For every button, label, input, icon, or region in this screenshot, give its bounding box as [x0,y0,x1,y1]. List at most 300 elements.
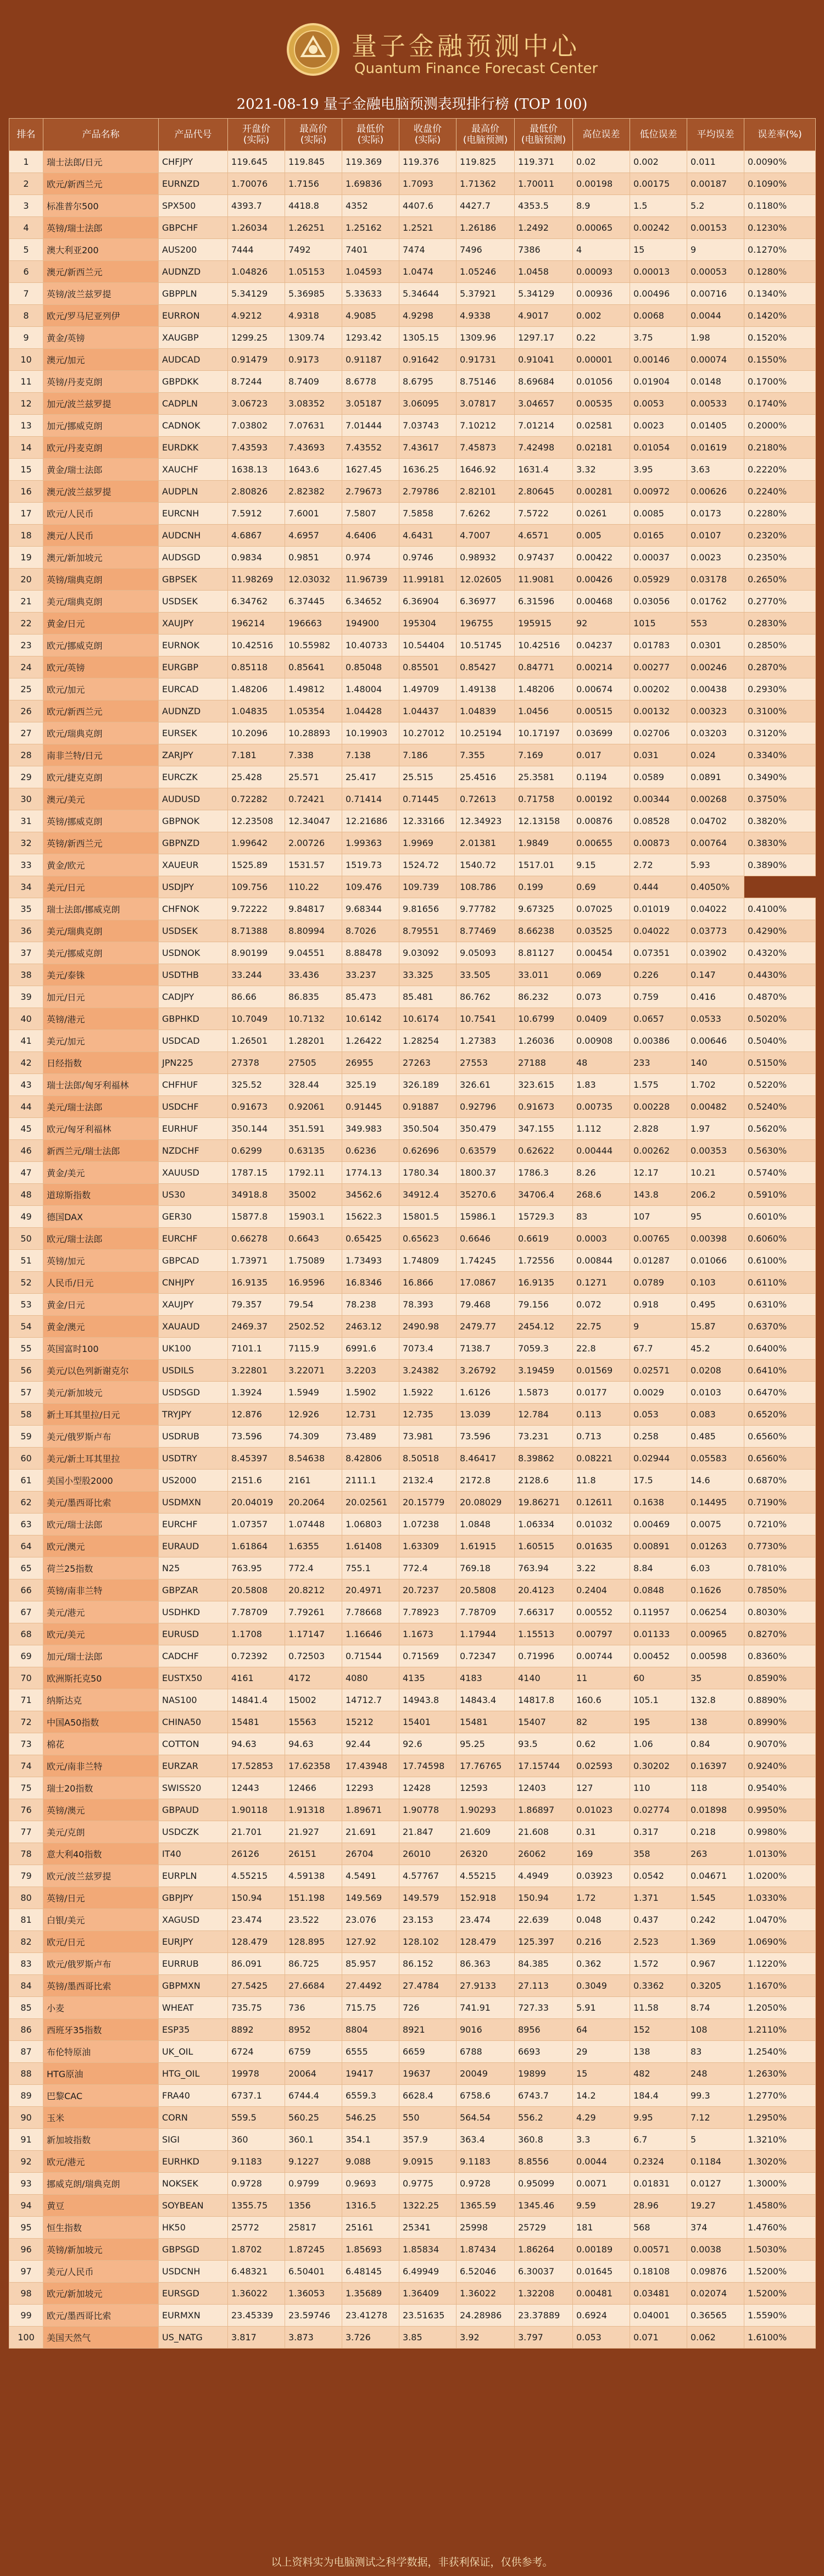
product-code-cell: USDSEK [159,591,228,613]
high-price-cell: 23.59746 [285,2305,342,2327]
table-row [9,1140,816,1162]
avg-error-cell: 0.0107 [687,525,744,547]
low-price-cell: 85.473 [342,986,399,1008]
avg-error-cell: 0.01762 [687,591,744,613]
product-name-cell: 美元/泰铢 [43,964,159,986]
low-error-cell: 3.95 [630,459,687,481]
low-price-cell: 325.19 [342,1074,399,1096]
table-row [9,283,816,305]
error-rate-cell: 0.2650% [744,569,816,591]
predicted-low-cell: 1786.3 [515,1162,573,1184]
low-error-cell: 184.4 [630,2085,687,2107]
high-error-cell: 0.00535 [573,393,630,415]
predicted-high-cell: 8.77469 [456,920,515,942]
rank-cell: 8 [9,305,43,327]
high-error-cell: 29 [573,2041,630,2063]
high-error-cell: 268.6 [573,1184,630,1206]
error-rate-cell: 0.5240% [744,1096,816,1118]
close-price-cell: 0.71445 [399,788,456,810]
low-error-cell: 67.7 [630,1338,687,1360]
column-header-sublabel: (实际) [414,135,441,146]
low-price-cell: 7401 [342,239,399,261]
product-code-cell: XAUCHF [159,459,228,481]
avg-error-cell: 3.63 [687,459,744,481]
rank-cell: 47 [9,1162,43,1184]
high-price-cell: 1.05354 [285,700,342,722]
quantum-logo-icon [286,22,341,77]
high-error-cell: 1.83 [573,1074,630,1096]
low-price-cell: 15622.3 [342,1206,399,1228]
high-price-cell: 2.00726 [285,832,342,854]
low-price-cell: 14712.7 [342,1689,399,1711]
high-price-cell: 15002 [285,1689,342,1711]
rank-cell: 22 [9,613,43,635]
product-name-cell: 人民币/日元 [43,1272,159,1294]
close-price-cell: 27263 [399,1052,456,1074]
high-price-cell: 1.87245 [285,2239,342,2261]
rank-cell: 49 [9,1206,43,1228]
close-price-cell: 3.24382 [399,1360,456,1382]
close-price-cell: 1.36409 [399,2283,456,2305]
high-price-cell: 12.34047 [285,810,342,832]
rank-cell: 88 [9,2063,43,2085]
high-price-cell: 119.845 [285,151,342,173]
avg-error-cell: 0.00438 [687,678,744,700]
low-price-cell: 1293.42 [342,327,399,349]
predicted-low-cell: 0.199 [515,876,573,898]
predicted-high-cell: 10.25194 [456,722,515,744]
open-price-cell: 1.90118 [228,1799,285,1821]
predicted-low-cell: 1.70011 [515,173,573,195]
high-error-cell: 0.02 [573,151,630,173]
column-header [228,119,285,151]
rank-cell: 84 [9,1975,43,1997]
table-row [9,1492,816,1514]
open-price-cell: 128.479 [228,1931,285,1953]
avg-error-cell: 5.2 [687,195,744,217]
avg-error-cell: 5.93 [687,854,744,876]
product-code-cell: EURRUB [159,1953,228,1975]
low-price-cell: 12.731 [342,1404,399,1426]
low-error-cell: 0.0053 [630,393,687,415]
error-rate-cell: 0.4100% [744,898,816,920]
avg-error-cell: 0.0023 [687,547,744,569]
product-name-cell: 澳大利亚200 [43,239,159,261]
product-name-cell: 瑞士法郎/匈牙利福林 [43,1074,159,1096]
low-price-cell: 26955 [342,1052,399,1074]
open-price-cell: 23.45339 [228,2305,285,2327]
predicted-high-cell: 25998 [456,2217,515,2239]
high-price-cell: 560.25 [285,2107,342,2129]
high-error-cell: 0.02181 [573,437,630,459]
high-price-cell: 1.05153 [285,261,342,283]
high-price-cell: 4.9318 [285,305,342,327]
high-error-cell: 0.00908 [573,1030,630,1052]
low-error-cell: 0.00571 [630,2239,687,2261]
predicted-low-cell: 1.0458 [515,261,573,283]
rank-cell: 67 [9,1601,43,1623]
rank-cell: 20 [9,569,43,591]
low-error-cell: 0.02774 [630,1799,687,1821]
rank-cell: 26 [9,700,43,722]
high-error-cell: 0.713 [573,1426,630,1448]
product-code-cell: GBPHKD [159,1008,228,1030]
high-price-cell: 4.59138 [285,1865,342,1887]
table-row [9,1096,816,1118]
error-rate-cell: 0.5020% [744,1008,816,1030]
low-error-cell: 0.00132 [630,700,687,722]
low-error-cell: 0.02944 [630,1448,687,1470]
ranking-table [9,118,816,2349]
close-price-cell: 9.81656 [399,898,456,920]
error-rate-cell: 0.3830% [744,832,816,854]
product-name-cell: 欧元/罗马尼亚列伊 [43,305,159,327]
high-price-cell: 86.725 [285,1953,342,1975]
high-error-cell: 0.216 [573,1931,630,1953]
low-price-cell: 12293 [342,1777,399,1799]
low-price-cell: 1519.73 [342,854,399,876]
low-price-cell: 34562.6 [342,1184,399,1206]
low-price-cell: 0.65425 [342,1228,399,1250]
high-price-cell: 128.895 [285,1931,342,1953]
error-rate-cell: 1.2630% [744,2063,816,2085]
avg-error-cell: 0.00246 [687,656,744,678]
predicted-high-cell: 5.37921 [456,283,515,305]
product-code-cell: FRA40 [159,2085,228,2107]
table-row [9,2019,816,2041]
product-name-cell: 澳元/波兰兹罗提 [43,481,159,503]
low-error-cell: 17.5 [630,1470,687,1492]
predicted-low-cell: 3.797 [515,2327,573,2349]
product-name-cell: 美元/人民币 [43,2261,159,2283]
product-name-cell: 美元/以色列新谢克尔 [43,1360,159,1382]
predicted-high-cell: 27553 [456,1052,515,1074]
product-name-cell: 欧元/匈牙利福林 [43,1118,159,1140]
table-row [9,964,816,986]
high-price-cell: 15903.1 [285,1206,342,1228]
high-error-cell: 0.02581 [573,415,630,437]
product-code-cell: USDTHB [159,964,228,986]
high-error-cell: 127 [573,1777,630,1799]
high-error-cell: 181 [573,2217,630,2239]
error-rate-cell: 1.2110% [744,2019,816,2041]
avg-error-cell: 0.0173 [687,503,744,525]
close-price-cell: 1.07238 [399,1514,456,1535]
low-price-cell: 9.68344 [342,898,399,920]
predicted-high-cell: 1.71362 [456,173,515,195]
error-rate-cell: 0.0090% [744,151,816,173]
low-price-cell: 4.9085 [342,305,399,327]
low-price-cell: 8.6778 [342,371,399,393]
avg-error-cell: 0.02074 [687,2283,744,2305]
low-price-cell: 23.41278 [342,2305,399,2327]
low-error-cell: 0.00277 [630,656,687,678]
predicted-high-cell: 0.92796 [456,1096,515,1118]
product-name-cell: 英镑/丹麦克朗 [43,371,159,393]
avg-error-cell: 0.00646 [687,1030,744,1052]
predicted-high-cell: 128.479 [456,1931,515,1953]
open-price-cell: 25772 [228,2217,285,2239]
product-name-cell: 美元/瑞典克朗 [43,920,159,942]
predicted-low-cell: 0.97437 [515,547,573,569]
high-price-cell: 26151 [285,1843,342,1865]
predicted-low-cell: 0.6619 [515,1228,573,1250]
table-row [9,1206,816,1228]
high-error-cell: 0.00481 [573,2283,630,2305]
table-row [9,591,816,613]
predicted-high-cell: 24.28986 [456,2305,515,2327]
avg-error-cell: 553 [687,613,744,635]
high-error-cell: 0.2404 [573,1579,630,1601]
rank-cell: 85 [9,1997,43,2019]
predicted-low-cell: 79.156 [515,1294,573,1316]
column-header-label: 低位误差 [639,129,677,140]
high-error-cell: 0.00674 [573,678,630,700]
close-price-cell: 8.79551 [399,920,456,942]
error-rate-cell: 0.6060% [744,1228,816,1250]
product-name-cell: 美国天然气 [43,2327,159,2349]
high-price-cell: 15563 [285,1711,342,1733]
avg-error-cell: 0.01405 [687,415,744,437]
close-price-cell: 2490.98 [399,1316,456,1338]
predicted-low-cell: 0.71996 [515,1645,573,1667]
predicted-low-cell: 23.37889 [515,2305,573,2327]
low-price-cell: 1.26422 [342,1030,399,1052]
predicted-high-cell: 7.45873 [456,437,515,459]
product-code-cell: EURCHF [159,1514,228,1535]
open-price-cell: 0.6299 [228,1140,285,1162]
product-code-cell: EURJPY [159,1931,228,1953]
predicted-high-cell: 10.51745 [456,635,515,656]
column-header [159,119,228,151]
open-price-cell: 0.9834 [228,547,285,569]
low-price-cell: 119.369 [342,151,399,173]
error-rate-cell: 0.5630% [744,1140,816,1162]
product-name-cell: 美元/瑞典克朗 [43,591,159,613]
low-error-cell: 0.3362 [630,1975,687,1997]
predicted-low-cell: 20.4123 [515,1579,573,1601]
open-price-cell: 4.55215 [228,1865,285,1887]
predicted-high-cell: 9.1183 [456,2151,515,2173]
high-error-cell: 0.00515 [573,700,630,722]
low-price-cell: 1.69836 [342,173,399,195]
avg-error-cell: 0.03902 [687,942,744,964]
error-rate-cell: 0.6470% [744,1382,816,1404]
close-price-cell: 3.85 [399,2327,456,2349]
predicted-high-cell: 15481 [456,1711,515,1733]
high-price-cell: 7.43693 [285,437,342,459]
avg-error-cell: 0.00716 [687,283,744,305]
table-row [9,2063,816,2085]
low-price-cell: 3.2203 [342,1360,399,1382]
product-code-cell: CHINA50 [159,1711,228,1733]
close-price-cell: 5.34644 [399,283,456,305]
table-row [9,1316,816,1338]
column-header [744,119,816,151]
low-price-cell: 3.726 [342,2327,399,2349]
low-error-cell: 0.1638 [630,1492,687,1514]
error-rate-cell: 0.6110% [744,1272,816,1294]
product-code-cell: CHFHUF [159,1074,228,1096]
predicted-high-cell: 7496 [456,239,515,261]
predicted-high-cell: 1.90293 [456,1799,515,1821]
predicted-high-cell: 8.46417 [456,1448,515,1470]
high-price-cell: 351.591 [285,1118,342,1140]
product-code-cell: USDCNH [159,2261,228,2283]
product-name-cell: 英国富时100 [43,1338,159,1360]
open-price-cell: 1.36022 [228,2283,285,2305]
high-error-cell: 0.00214 [573,656,630,678]
product-code-cell: CADNOK [159,415,228,437]
open-price-cell: 350.144 [228,1118,285,1140]
close-price-cell: 4.57767 [399,1865,456,1887]
close-price-cell: 10.54404 [399,635,456,656]
predicted-high-cell: 108.786 [456,876,515,898]
low-price-cell: 1.99363 [342,832,399,854]
low-price-cell: 27.4492 [342,1975,399,1997]
error-rate-cell: 1.0470% [744,1909,816,1931]
low-price-cell: 0.6236 [342,1140,399,1162]
product-code-cell: USDTRY [159,1448,228,1470]
high-price-cell: 1531.57 [285,854,342,876]
rank-cell: 14 [9,437,43,459]
high-error-cell: 14.2 [573,2085,630,2107]
table-row [9,393,816,415]
predicted-low-cell: 6743.7 [515,2085,573,2107]
table-row [9,1843,816,1865]
high-error-cell: 48 [573,1052,630,1074]
low-price-cell: 149.569 [342,1887,399,1909]
high-error-cell: 0.00422 [573,547,630,569]
low-price-cell: 546.25 [342,2107,399,2129]
product-name-cell: 白银/美元 [43,1909,159,1931]
close-price-cell: 1.63309 [399,1535,456,1557]
table-row [9,1887,816,1909]
error-rate-cell: 0.6560% [744,1426,816,1448]
table-row [9,1118,816,1140]
low-price-cell: 7.78668 [342,1601,399,1623]
predicted-low-cell: 84.385 [515,1953,573,1975]
high-price-cell: 20.2064 [285,1492,342,1514]
avg-error-cell: 0.04702 [687,810,744,832]
open-price-cell: 4.9212 [228,305,285,327]
rank-cell: 40 [9,1008,43,1030]
product-name-cell: 欧元/新西兰元 [43,700,159,722]
avg-error-cell: 0.0148 [687,371,744,393]
avg-error-cell: 0.0075 [687,1514,744,1535]
low-error-cell: 2.72 [630,854,687,876]
table-row [9,2041,816,2063]
avg-error-cell: 0.0127 [687,2173,744,2195]
predicted-low-cell: 1.60515 [515,1535,573,1557]
predicted-low-cell: 73.231 [515,1426,573,1448]
high-error-cell: 0.002 [573,305,630,327]
high-error-cell: 0.00655 [573,832,630,854]
close-price-cell: 128.102 [399,1931,456,1953]
error-rate-cell: 0.6010% [744,1206,816,1228]
predicted-high-cell: 4427.7 [456,195,515,217]
column-header-label: 最低价 [357,124,385,135]
open-price-cell: 0.66278 [228,1228,285,1250]
open-price-cell: 150.94 [228,1887,285,1909]
avg-error-cell: 0.00764 [687,832,744,854]
avg-error-cell: 0.011 [687,151,744,173]
close-price-cell: 19637 [399,2063,456,2085]
open-price-cell: 109.756 [228,876,285,898]
high-price-cell: 7.338 [285,744,342,766]
open-price-cell: 1355.75 [228,2195,285,2217]
disclaimer-footer: 以上资料实为电脑测试之科学数据，非获利保证，仅供参考。 [9,2552,815,2572]
rank-cell: 54 [9,1316,43,1338]
high-price-cell: 20064 [285,2063,342,2085]
product-name-cell: 英镑/波兰兹罗提 [43,283,159,305]
close-price-cell: 195304 [399,613,456,635]
column-header-sublabel: (电脑预测) [463,135,508,146]
table-row [9,239,816,261]
avg-error-cell: 0.01619 [687,437,744,459]
high-price-cell: 1.36053 [285,2283,342,2305]
predicted-high-cell: 4183 [456,1667,515,1689]
high-price-cell: 74.309 [285,1426,342,1448]
high-error-cell: 0.3049 [573,1975,630,1997]
low-price-cell: 9.088 [342,2151,399,2173]
error-rate-cell: 0.7850% [744,1579,816,1601]
high-price-cell: 5.36985 [285,283,342,305]
table-row [9,1470,816,1492]
avg-error-cell: 99.3 [687,2085,744,2107]
product-code-cell: AUS200 [159,239,228,261]
low-error-cell: 138 [630,2041,687,2063]
predicted-high-cell: 6788 [456,2041,515,2063]
high-error-cell: 0.0177 [573,1382,630,1404]
high-price-cell: 25.571 [285,766,342,788]
high-error-cell: 0.00065 [573,217,630,239]
high-price-cell: 4172 [285,1667,342,1689]
table-row [9,1755,816,1777]
open-price-cell: 73.596 [228,1426,285,1448]
high-error-cell: 0.1271 [573,1272,630,1294]
low-error-cell: 0.00496 [630,283,687,305]
table-row [9,1997,816,2019]
predicted-low-cell: 727.33 [515,1997,573,2019]
low-error-cell: 0.01904 [630,371,687,393]
error-rate-cell: 1.4760% [744,2217,816,2239]
product-name-cell: 南非兰特/日元 [43,744,159,766]
low-error-cell: 0.00242 [630,217,687,239]
open-price-cell: 763.95 [228,1557,285,1579]
error-rate-cell: 0.2180% [744,437,816,459]
close-price-cell: 4407.6 [399,195,456,217]
high-error-cell: 3.22 [573,1557,630,1579]
table-row [9,1250,816,1272]
high-error-cell: 8.26 [573,1162,630,1184]
product-name-cell: 黄金/英镑 [43,327,159,349]
predicted-high-cell: 21.609 [456,1821,515,1843]
open-price-cell: 7.43593 [228,437,285,459]
close-price-cell: 1.74809 [399,1250,456,1272]
high-price-cell: 6.50401 [285,2261,342,2283]
predicted-low-cell: 27188 [515,1052,573,1074]
table-row [9,1535,816,1557]
product-name-cell: 意大利40指数 [43,1843,159,1865]
predicted-low-cell: 0.91673 [515,1096,573,1118]
avg-error-cell: 0.03178 [687,569,744,591]
predicted-high-cell: 564.54 [456,2107,515,2129]
error-rate-cell: 0.2240% [744,481,816,503]
product-name-cell: 美元/加元 [43,1030,159,1052]
product-name-cell: 欧元/加元 [43,678,159,700]
table-row [9,1689,816,1711]
